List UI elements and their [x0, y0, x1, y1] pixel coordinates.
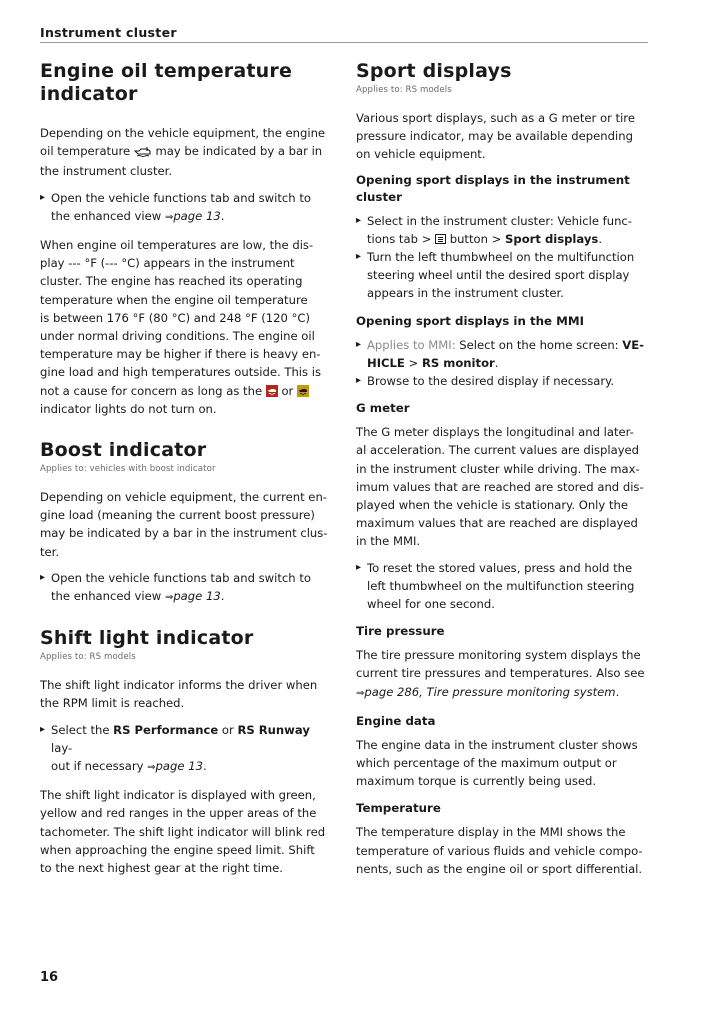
right-column — [356, 60, 648, 886]
page-reference-link[interactable]: page 13 — [173, 208, 221, 223]
sport-displays-section — [356, 60, 648, 164]
oil-body: When engine oil temperatures are low, the dis- play --- °F (--- °C) appears in the instrument cluster. The engine has reached its operating temperature when the engine oil temperature is between 176 °F (80 °C) and 248 °F (120 °C) under normal driving conditions. The engine oil temperature may be higher if there is heavy en- gine load and high temperatures outside. This is not a cause for concern as long as the or indicator lights do not turn on. — [40, 238, 322, 416]
shift-light-title: Shift light indicator — [40, 627, 254, 650]
open-cluster-heading: Opening sport displays in the instrument cluster — [356, 172, 630, 204]
engine-data-section — [356, 713, 648, 791]
open-cluster-bullet-1: ▸ Select in the instrument cluster: Vehicle func- tions tab > button > Sport displays. — [356, 212, 648, 248]
engine-data-body: The engine data in the instrument cluster shows which percentage of the maximum output or maximum torque is currently being used. — [356, 737, 638, 789]
engine-data-heading: Engine data — [356, 713, 436, 728]
boost-body: Depending on vehicle equipment, the current en- gine load (meaning the current boost pressure) may be indicated by a bar in the instrument clus- ter. — [40, 490, 328, 559]
open-mmi-section — [356, 313, 648, 391]
sport-displays-intro: Various sport displays, such as a G meter or tire pressure indicator, may be available depending on vehicle equipment. — [356, 111, 635, 162]
red-oil-warning-icon — [266, 385, 278, 397]
open-mmi-bullet-2: ▸ Browse to the desired display if necessary. — [356, 372, 648, 390]
page-arrow-icon: ⇒ — [164, 592, 174, 604]
tire-pressure-body: The tire pressure monitoring system displays the current tire pressures and temperatures. Also see ⇒page 286, Tire pressure monitoring system. — [356, 648, 645, 699]
page-reference-link[interactable]: page 286, Tire pressure monitoring system — [364, 684, 616, 699]
shift-light-intro: The shift light indicator informs the driver when the RPM limit is reached. — [40, 678, 318, 711]
shift-light-bullet: ▸ Select the RS Performance or RS Runway lay- out if necessary ⇒page 13. — [40, 721, 332, 778]
open-cluster-section — [356, 172, 648, 303]
sport-displays-title: Sport displays — [356, 60, 512, 82]
g-meter-section — [356, 400, 648, 613]
oil-temperature-title: Engine oil temperature indicator — [40, 60, 293, 105]
oil-temperature-icon — [134, 144, 152, 162]
g-meter-body: The G meter displays the longitudinal and later- al acceleration. The current values are displayed in the instrument cluster while driving. The max- imum values that are reached are stored and dis- played when the vehicle is stationary. Only the maximum values that are reached are displayed in the MMI. — [356, 425, 644, 549]
page-arrow-icon: ⇒ — [356, 687, 365, 699]
g-meter-heading: G meter — [356, 401, 410, 416]
shift-light-body: The shift light indicator is displayed with green, yellow and red ranges in the upper areas of the tachometer. The shift light indicator will blink red when approaching the engine speed limit. Shift to the next highest gear at the right time. — [40, 788, 326, 876]
g-meter-reset-bullet: ▸ To reset the stored values, press and hold the left thumbwheel on the multifunction steering wheel for one second. — [356, 559, 648, 614]
page-arrow-icon: ⇒ — [164, 211, 174, 223]
page-arrow-icon: ⇒ — [147, 762, 156, 774]
shift-light-section — [40, 627, 332, 877]
page-reference-link[interactable]: page 13 — [173, 589, 221, 604]
yellow-oil-warning-icon — [297, 385, 309, 397]
tire-pressure-section — [356, 623, 648, 703]
left-column — [40, 60, 332, 885]
page-number: 16 — [40, 970, 59, 985]
section-title: Instrument cluster — [40, 25, 177, 40]
tire-pressure-heading: Tire pressure — [356, 624, 445, 639]
oil-temperature-section — [40, 60, 332, 418]
running-header — [40, 22, 648, 43]
page-reference-link[interactable]: page 13 — [155, 759, 203, 774]
temperature-heading: Temperature — [356, 801, 441, 816]
boost-title: Boost indicator — [40, 439, 207, 462]
oil-bullet-open-functions: ▸ Open the vehicle functions tab and switch to the enhanced view ⇒page 13. — [40, 189, 332, 227]
open-cluster-bullet-2: ▸ Turn the left thumbwheel on the multifunction steering wheel until the desired sport display appears in the instrument cluster. — [356, 248, 648, 303]
open-mmi-heading: Opening sport displays in the MMI — [356, 313, 584, 328]
boost-applies: Applies to: vehicles with boost indicator — [40, 464, 216, 475]
open-mmi-bullet-1: ▸ Applies to MMI: Select on the home screen: VE- HICLE > RS monitor. — [356, 336, 648, 372]
boost-bullet-open-functions: ▸ Open the vehicle functions tab and switch to the enhanced view ⇒page 13. — [40, 569, 332, 607]
boost-section — [40, 439, 332, 607]
menu-button-icon — [435, 234, 446, 244]
temperature-section — [356, 800, 648, 878]
temperature-body: The temperature display in the MMI shows the temperature of various fluids and vehicle compo- nents, such as the engine oil or sport differential. — [356, 825, 643, 876]
shift-light-applies: Applies to: RS models — [40, 652, 136, 663]
oil-intro: Depending on the vehicle equipment, the engine oil temperature may be indicated by a bar in the instrument cluster. — [40, 126, 326, 179]
sport-displays-applies: Applies to: RS models — [356, 85, 452, 95]
